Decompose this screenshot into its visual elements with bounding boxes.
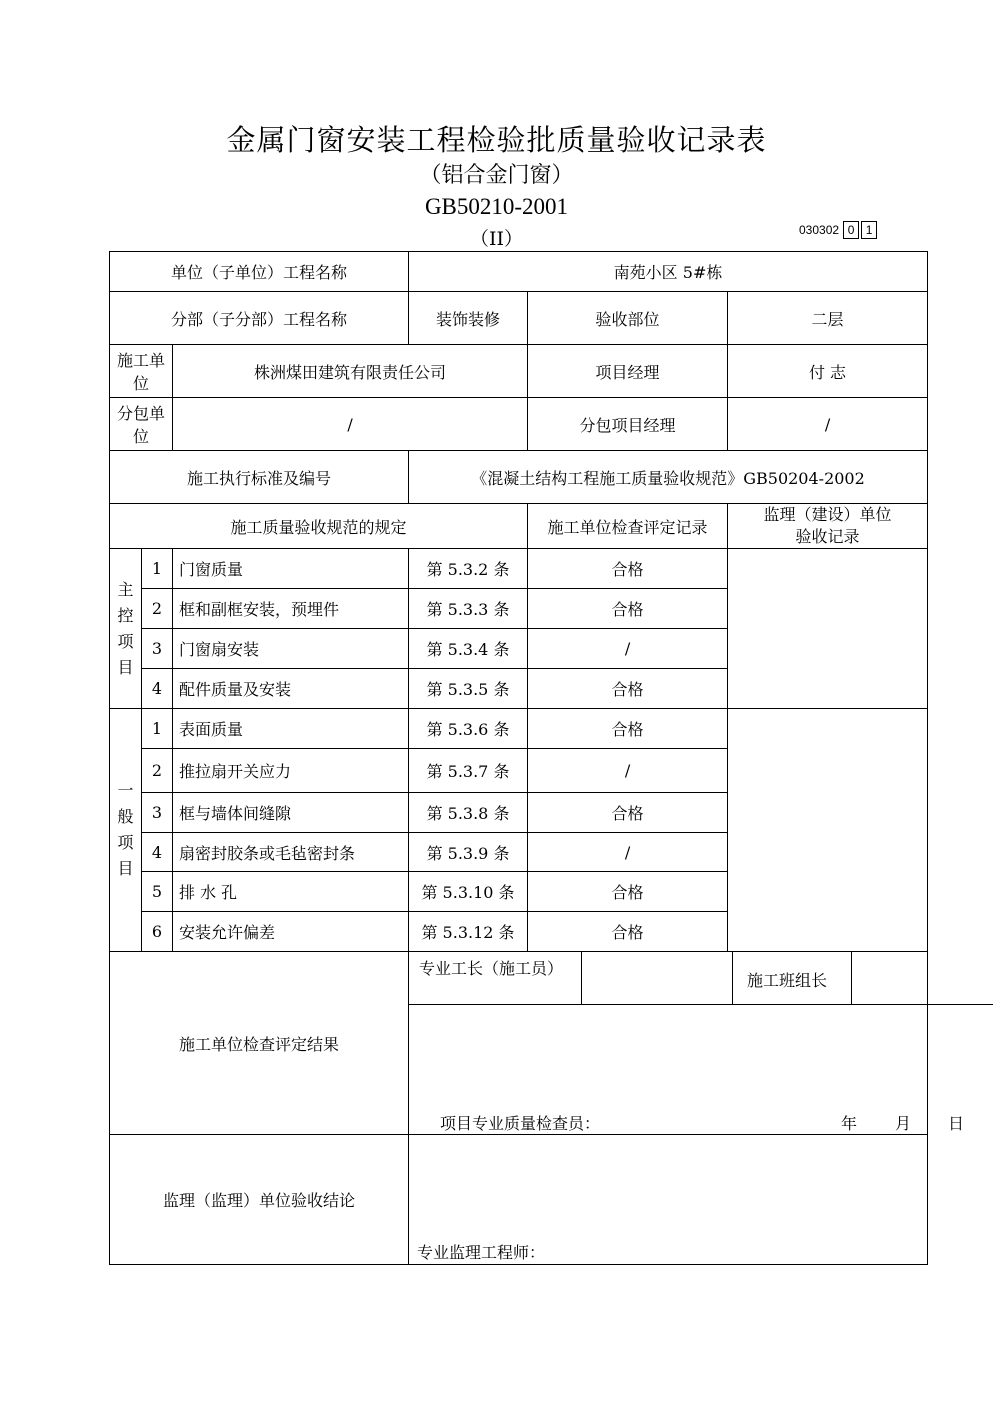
item-clause: 第 5.3.6 条 [409,709,528,749]
item-result: 合格 [528,872,728,912]
item-name: 框与墙体间缝隙 [173,793,409,833]
manager-label: 项目经理 [528,345,728,398]
row-supervision-conclusion [110,1135,928,1265]
exec-standard-label: 施工执行标准及编号 [110,451,409,504]
supervision-column-header [728,504,928,549]
item-result: 合格 [528,793,728,833]
subsection-label: 分部（子分部）工程名称 [110,292,409,345]
row-exec-standard [110,451,928,504]
team-leader-divider [732,952,733,1004]
subcontractor-label: 分包单位 [110,398,173,451]
inspector-label: 项目专业质量检查员： [440,1114,601,1133]
item-clause: 第 5.3.2 条 [409,549,528,589]
item-result: 合格 [528,589,728,629]
main-control-supervision-record [728,549,928,709]
item-clause: 第 5.3.8 条 [409,793,528,833]
item-number: 2 [142,589,173,629]
item-number: 3 [142,793,173,833]
item-result: 合格 [528,549,728,589]
form-code-number: 030302 [799,223,840,237]
part-number: （II） [469,228,523,250]
team-leader-label: 施工班组长 [747,971,828,990]
row-column-headers [110,504,928,549]
supervision-header-line-1: 监理（建设）单位 [763,505,892,524]
item-name: 门窗扇安装 [173,629,409,669]
standard-number: GB50210-2001 [424,194,569,219]
item-number: 4 [142,669,173,709]
sub-manager-value: / [728,398,928,451]
item-clause: 第 5.3.10 条 [409,872,528,912]
spec-column-header: 施工质量验收规范的规定 [110,504,528,549]
check-column-header: 施工单位检查评定记录 [528,504,728,549]
item-result: / [528,629,728,669]
item-result: 合格 [528,669,728,709]
supervision-header-line-2: 验收记录 [795,527,860,546]
item-name: 表面质量 [173,709,409,749]
item-result: 合格 [528,709,728,749]
item-number: 6 [142,912,173,952]
location-value: 二层 [728,292,928,345]
item-name: 配件质量及安装 [173,669,409,709]
table-row [110,549,928,589]
exec-standard-value: 《混凝土结构工程施工质量验收规范》GB50204-2002 [409,451,928,504]
document-title: 金属门窗安装工程检验批质量验收记录表 [226,123,767,157]
item-clause: 第 5.3.9 条 [409,833,528,872]
sub-manager-label: 分包项目经理 [528,398,728,451]
supervision-conclusion-label: 监理（监理）单位验收结论 [110,1135,409,1265]
item-name: 安装允许偏差 [173,912,409,952]
contractor-label: 施工单位 [110,345,173,398]
project-name-label: 单位（子单位）工程名称 [110,252,409,292]
form-code-box-1: 0 [843,221,859,239]
date-month: 月 [895,1114,912,1133]
item-name: 扇密封胶条或毛毡密封条 [173,833,409,872]
item-number: 4 [142,833,173,872]
item-clause: 第 5.3.4 条 [409,629,528,669]
row-contractor [110,345,928,398]
subsection-value: 装饰装修 [409,292,528,345]
item-result: / [528,833,728,872]
item-clause: 第 5.3.5 条 [409,669,528,709]
manager-value: 付 志 [728,345,928,398]
form-code [799,221,877,239]
item-name: 框和副框安装，预埋件 [173,589,409,629]
item-result: / [528,749,728,793]
item-result: 合格 [528,912,728,952]
location-label: 验收部位 [528,292,728,345]
foreman-divider [581,952,582,1004]
group-label-char: 一 [117,781,134,800]
general-group-label [110,709,142,952]
group-label-char: 控 [117,605,134,625]
item-number: 2 [142,749,173,793]
contractor-value: 株洲煤田建筑有限责任公司 [173,345,528,398]
group-label-char: 主 [117,579,134,599]
item-name: 门窗质量 [173,549,409,589]
subcontractor-value: / [173,398,528,451]
item-number: 5 [142,872,173,912]
item-number: 1 [142,549,173,589]
form-code-box-2: 1 [861,221,877,239]
document-subtitle: （铝合金门窗） [419,163,574,188]
contractor-result-label: 施工单位检查评定结果 [110,952,409,1135]
date-day: 日 [948,1114,965,1133]
group-label-char: 项 [117,631,134,651]
item-clause: 第 5.3.7 条 [409,749,528,793]
foreman-row [409,952,993,1005]
item-number: 3 [142,629,173,669]
row-subcontractor [110,398,928,451]
row-contractor-result [110,952,928,1135]
item-name: 排 水 孔 [173,872,409,912]
contractor-result-area [409,952,965,1135]
item-clause: 第 5.3.12 条 [409,912,528,952]
project-name-value: 南苑小区 5#栋 [409,252,928,292]
engineer-label: 专业监理工程师： [417,1243,546,1262]
row-project [110,252,928,292]
item-name: 推拉扇开关应力 [173,749,409,793]
item-number: 1 [142,709,173,749]
team-leader-value-divider [851,952,852,1004]
group-label-char: 项 [117,833,134,852]
main-control-group-label [110,549,142,709]
group-label-char: 般 [117,807,134,826]
table-row [110,709,928,749]
row-subsection [110,292,928,345]
date-year: 年 [841,1114,858,1133]
general-supervision-record [728,709,928,952]
foreman-label: 专业工长（施工员） [419,959,564,978]
supervision-conclusion-area [409,1135,928,1265]
inspection-form-table [109,251,965,1265]
group-label-char: 目 [117,657,134,677]
group-label-char: 目 [117,859,134,878]
item-clause: 第 5.3.3 条 [409,589,528,629]
